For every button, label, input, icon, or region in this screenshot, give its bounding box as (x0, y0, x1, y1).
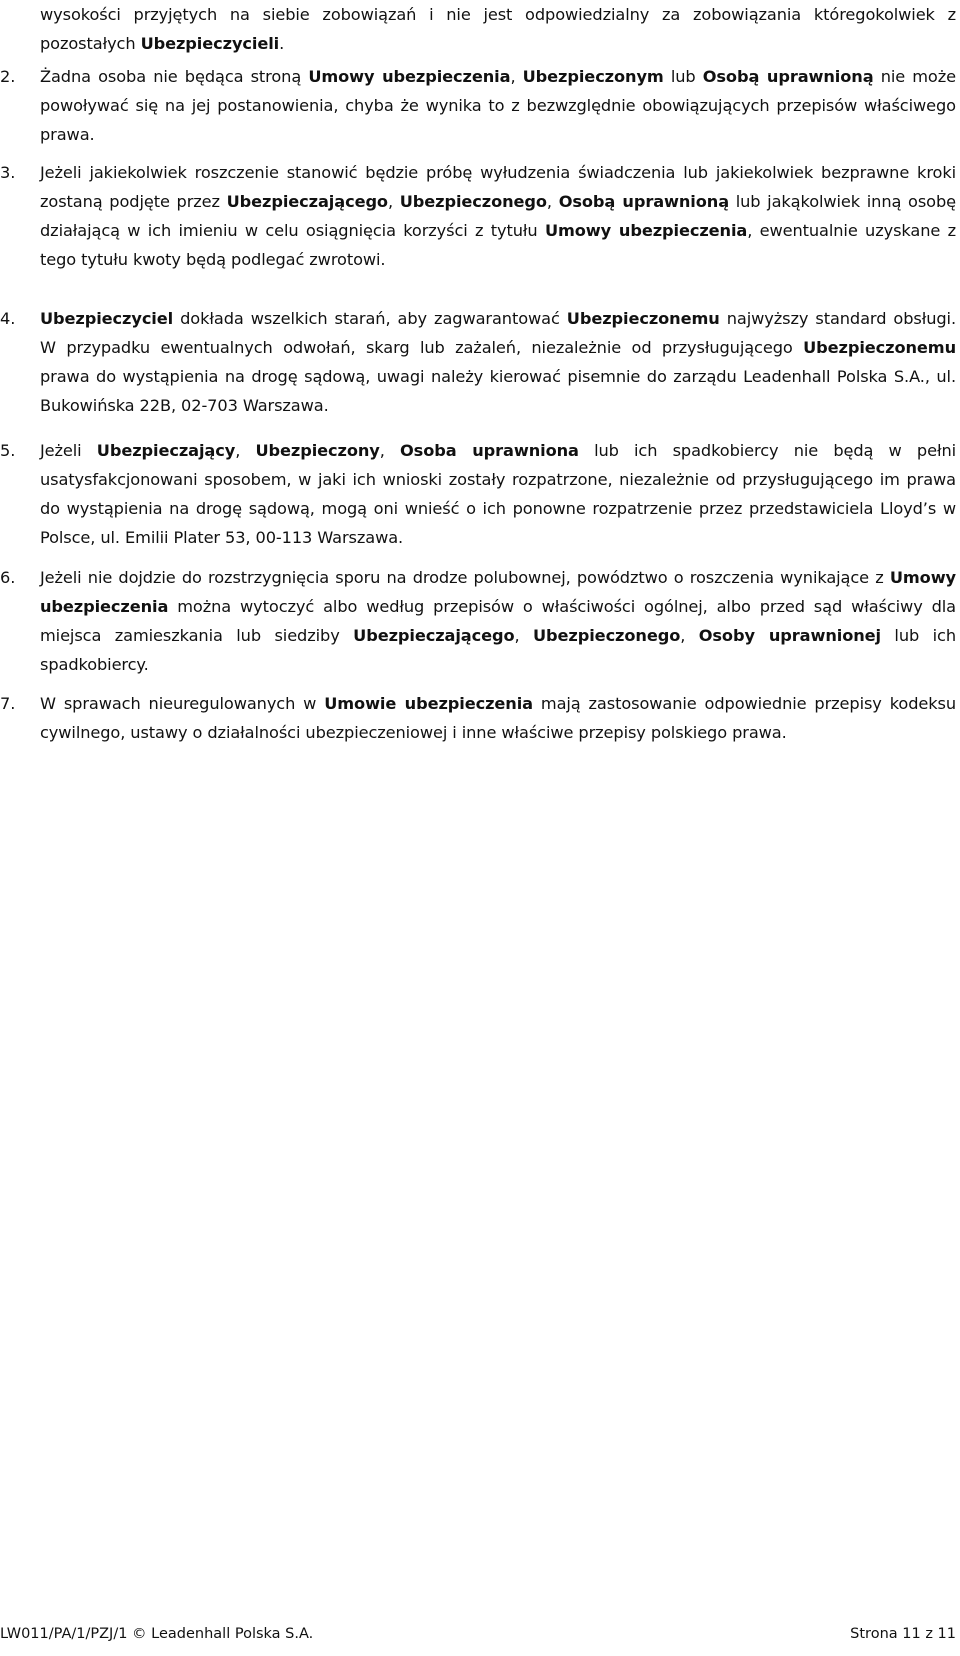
paragraph-text (40, 568, 956, 674)
text-segment-bold: Ubezpieczonego (399, 192, 547, 211)
text-segment: , (379, 441, 401, 460)
text-segment-bold: Osoby uprawnionej (698, 626, 881, 645)
text-segment-bold: Umowie ubezpieczenia (324, 694, 533, 713)
list-item-4 (0, 304, 956, 420)
text-segment: Jeżeli jakiekolwiek roszczenie stanowić będzie próbę wyłudzenia świadczenia lub jakiekolwiek bezprawne kroki zostaną podjęte przez (40, 163, 956, 211)
text-segment: lub ich spadkobiercy nie będą w pełni usatysfakcjonowani sposobem, w jaki ich wnioski zostały rozpatrzone, niezależnie od przysługującego im prawa do wystąpienia na drogę sądową, mogą oni wnieść o ich ponowne rozpatrzenie przez przedstawiciela Lloyd’s w Polsce, ul. Emilii Plater 53, 00-113 Warszawa. (40, 441, 957, 547)
paragraph-text (40, 309, 956, 415)
text-segment: , (235, 441, 256, 460)
list-item-5 (0, 436, 956, 552)
text-segment: Jeżeli (40, 441, 97, 460)
text-segment: W sprawach nieuregulowanych w (40, 694, 325, 713)
text-segment-bold: Ubezpieczycieli (140, 34, 280, 53)
text-segment-bold: Osobą uprawnioną (702, 67, 874, 86)
text-segment-bold: Ubezpieczony (255, 441, 380, 460)
list-item-6 (0, 563, 956, 679)
text-segment-bold: Ubezpieczającego (226, 192, 388, 211)
text-segment: lub jakąkolwiek inną osobę działającą w ich imieniu w celu osiągnięcia korzyści z tytułu (40, 192, 956, 240)
paragraph-text (40, 441, 956, 547)
item-number: 5. (0, 441, 16, 460)
list-item-7 (0, 689, 956, 747)
text-segment-bold: Umowy ubezpieczenia (544, 221, 748, 240)
text-segment-bold: Osobą uprawnioną (558, 192, 730, 211)
text-segment: mają zastosowanie odpowiednie przepisy kodeksu cywilnego, ustawy o działalności ubezpieczeniowej i inne właściwe przepisy polskiego prawa. (40, 694, 956, 742)
text-segment-bold: Ubezpieczyciel (40, 309, 174, 328)
text-segment-bold: Ubezpieczonym (522, 67, 664, 86)
text-segment: lub (663, 67, 703, 86)
text-segment: dokłada wszelkich starań, aby zagwarantować (173, 309, 567, 328)
text-segment-bold: Ubezpieczonemu (803, 338, 956, 357)
paragraph-text (40, 67, 956, 144)
paragraph-text (40, 694, 956, 742)
text-segment-bold: Ubezpieczonego (533, 626, 681, 645)
list-item-2 (0, 62, 956, 149)
list-item-3 (0, 158, 956, 274)
text-segment: , (546, 192, 559, 211)
text-segment-bold: Umowy ubezpieczenia (40, 568, 956, 616)
item-number: 2. (0, 67, 16, 86)
text-segment: , (680, 626, 699, 645)
text-segment: , (514, 626, 534, 645)
text-segment: Jeżeli nie dojdzie do rozstrzygnięcia sporu na drodze polubownej, powództwo o roszczenia wynikające z (40, 568, 890, 587)
text-segment: można wytoczyć albo według przepisów o właściwości ogólnej, albo przed sąd właściwy dla miejsca zamieszkania lub siedziby (40, 597, 956, 645)
item-number: 7. (0, 694, 16, 713)
text-segment: , (387, 192, 400, 211)
paragraph-text (40, 163, 956, 269)
footer-document-id: LW011/PA/1/PZJ/1 © Leadenhall Polska S.A. (0, 1626, 314, 1642)
footer-page-number: Strona 11 z 11 (850, 1626, 956, 1642)
item-number: 6. (0, 568, 16, 587)
text-segment-bold: Ubezpieczającego (353, 626, 515, 645)
item-number: 4. (0, 309, 16, 328)
continuation-paragraph (0, 0, 956, 58)
text-segment: , ewentualnie uzyskane z tego tytułu kwoty będą podlegać zwrotowi. (40, 221, 956, 269)
text-segment-bold: Umowy ubezpieczenia (308, 67, 511, 86)
text-segment: prawa do wystąpienia na drogę sądową, uwagi należy kierować pisemnie do zarządu Leadenhall Polska S.A., ul. Bukowińska 22B, 02-703 Warszawa. (40, 367, 956, 415)
text-segment: nie może powoływać się na jej postanowienia, chyba że wynika to z bezwzględnie obowiązujących przepisów właściwego prawa. (40, 67, 956, 144)
text-segment: Żadna osoba nie będąca stroną (40, 67, 309, 86)
text-segment-bold: Osoba uprawniona (400, 441, 579, 460)
text-segment: najwyższy standard obsługi. W przypadku ewentualnych odwołań, skarg lub zażaleń, niezależnie od przysługującego (40, 309, 956, 357)
paragraph-text (40, 5, 956, 53)
text-segment-bold: Ubezpieczonemu (566, 309, 720, 328)
item-number: 3. (0, 163, 16, 182)
text-segment-bold: Ubezpieczający (96, 441, 236, 460)
text-segment: lub ich spadkobiercy. (40, 626, 956, 674)
text-segment: , (510, 67, 523, 86)
text-segment: . (279, 34, 285, 53)
text-segment: wysokości przyjętych na siebie zobowiązań i nie jest odpowiedzialny za zobowiązania któregokolwiek z pozostałych (40, 5, 956, 53)
